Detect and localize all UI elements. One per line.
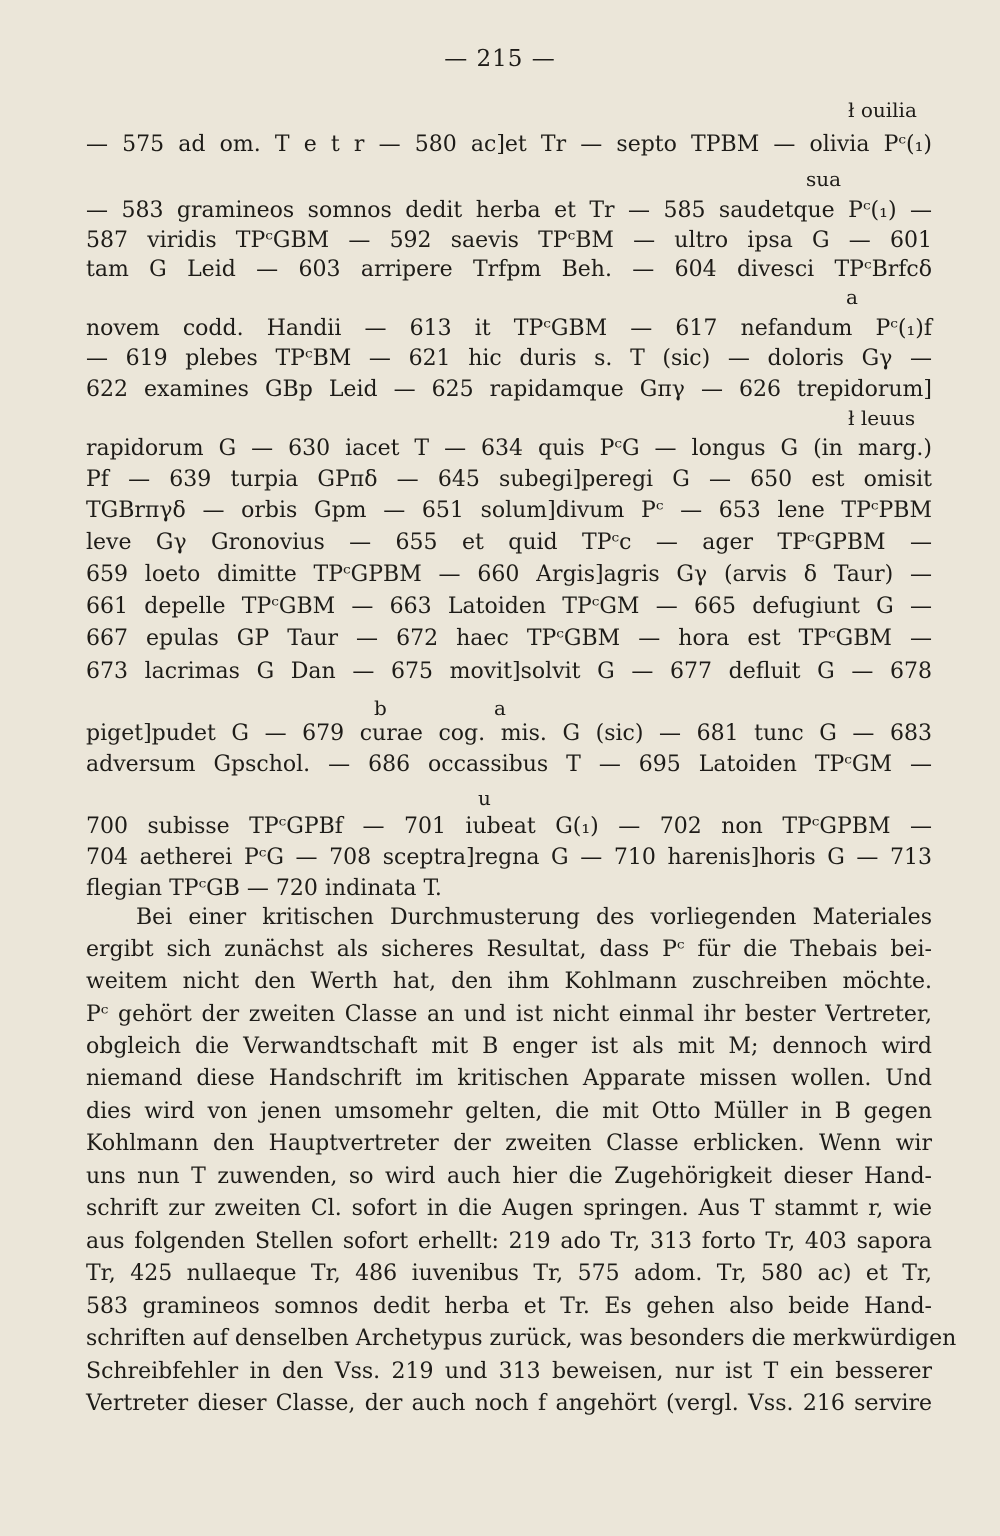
interlinear-note: u xyxy=(478,786,491,810)
body-line: aus folgenden Stellen sofort erhellt: 219 ado Tr, 313 forto Tr, 403 sapora xyxy=(86,1229,932,1254)
apparatus-line: novem codd. Handii — 613 it TPᶜGBM — 617 nefandum Pᶜ(₁)f xyxy=(86,316,932,341)
body-line: niemand diese Handschrift im kritischen Apparate missen wollen. Und xyxy=(86,1066,932,1091)
body-line: 583 gramineos somnos dedit herba et Tr. Es gehen also beide Hand- xyxy=(86,1294,932,1319)
body-line: Vertreter dieser Classe, der auch noch f angehört (vergl. Vss. 216 servire xyxy=(86,1391,932,1416)
body-line: uns nun T zuwenden, so wird auch hier die Zugehörigkeit dieser Hand- xyxy=(86,1164,932,1189)
apparatus-line: 622 examines GBp Leid — 625 rapidamque Gπγ — 626 trepidorum] xyxy=(86,377,932,402)
apparatus-line: leve Gγ Gronovius — 655 et quid TPᶜc — ager TPᶜGPBM — xyxy=(86,530,932,555)
body-line: weitem nicht den Werth hat, den ihm Kohlmann zuschreiben möchte. xyxy=(86,969,932,994)
apparatus-line: — 575 ad om. T e t r — 580 ac]et Tr — septo TPBM — olivia Pᶜ(₁) xyxy=(86,132,932,157)
body-line: ergibt sich zunächst als sicheres Resultat, dass Pᶜ für die Thebais bei- xyxy=(86,937,932,962)
apparatus-line: tam G Leid — 603 arripere Trfpm Beh. — 604 divesci TPᶜBrfcδ xyxy=(86,257,932,282)
apparatus-line: 659 loeto dimitte TPᶜGPBM — 660 Argis]agris Gγ (arvis δ Taur) — xyxy=(86,562,932,587)
apparatus-line: 587 viridis TPᶜGBM — 592 saevis TPᶜBM — ultro ipsa G — 601 xyxy=(86,228,932,253)
apparatus-line: TGBrπγδ — orbis Gpm — 651 solum]divum Pᶜ — 653 lene TPᶜPBM xyxy=(86,498,932,523)
apparatus-line: 704 aetherei PᶜG — 708 sceptra]regna G — 710 harenis]horis G — 713 xyxy=(86,845,932,870)
body-line: Schreibfehler in den Vss. 219 und 313 beweisen, nur ist T ein besserer xyxy=(86,1359,932,1384)
body-line: Pᶜ gehört der zweiten Classe an und ist nicht einmal ihr bester Vertreter, xyxy=(86,1002,932,1027)
interlinear-note: ł ouilia xyxy=(848,98,917,122)
interlinear-note: sua xyxy=(806,167,842,191)
interlinear-note: a xyxy=(846,285,858,309)
apparatus-line: adversum Gpschol. — 686 occassibus T — 695 Latoiden TPᶜGM — xyxy=(86,752,932,777)
apparatus-line: flegian TPᶜGB — 720 indinata T. xyxy=(86,876,442,901)
apparatus-line: — 619 plebes TPᶜBM — 621 hic duris s. T (sic) — doloris Gγ — xyxy=(86,346,932,371)
interlinear-note: b xyxy=(374,696,387,720)
apparatus-line: 667 epulas GP Taur — 672 haec TPᶜGBM — hora est TPᶜGBM — xyxy=(86,626,932,651)
apparatus-line: — 583 gramineos somnos dedit herba et Tr — 585 saudetque Pᶜ(₁) — xyxy=(86,198,932,223)
body-line: Kohlmann den Hauptvertreter der zweiten Classe erblicken. Wenn wir xyxy=(86,1131,932,1156)
body-line: schrift zur zweiten Cl. sofort in die Augen springen. Aus T stammt r, wie xyxy=(86,1196,932,1221)
apparatus-line: 700 subisse TPᶜGPBf — 701 iubeat G(₁) — 702 non TPᶜGPBM — xyxy=(86,814,932,839)
interlinear-note: a xyxy=(494,696,506,720)
apparatus-line: rapidorum G — 630 iacet T — 634 quis PᶜG — longus G (in marg.) xyxy=(86,436,932,461)
apparatus-line: 673 lacrimas G Dan — 675 movit]solvit G — 677 defluit G — 678 xyxy=(86,659,932,684)
interlinear-note: ł leuus xyxy=(848,406,916,430)
page-number: — 215 — xyxy=(444,46,556,72)
body-line: obgleich die Verwandtschaft mit B enger ist als mit M; dennoch wird xyxy=(86,1034,932,1059)
body-line: schriften auf denselben Archetypus zurück, was besonders die merkwürdigen xyxy=(86,1326,957,1351)
apparatus-line: piget]pudet G — 679 curae cog. mis. G (sic) — 681 tunc G — 683 xyxy=(86,721,932,746)
body-line: Bei einer kritischen Durchmusterung des vorliegenden Materiales xyxy=(136,905,932,930)
apparatus-line: 661 depelle TPᶜGBM — 663 Latoiden TPᶜGM — 665 defugiunt G — xyxy=(86,594,932,619)
body-line: dies wird von jenen umsomehr gelten, die mit Otto Müller in B gegen xyxy=(86,1099,932,1124)
apparatus-line: Pf — 639 turpia GPπδ — 645 subegi]peregi G — 650 est omisit xyxy=(86,467,932,492)
body-line: Tr, 425 nullaeque Tr, 486 iuvenibus Tr, 575 adom. Tr, 580 ac) et Tr, xyxy=(86,1261,932,1286)
